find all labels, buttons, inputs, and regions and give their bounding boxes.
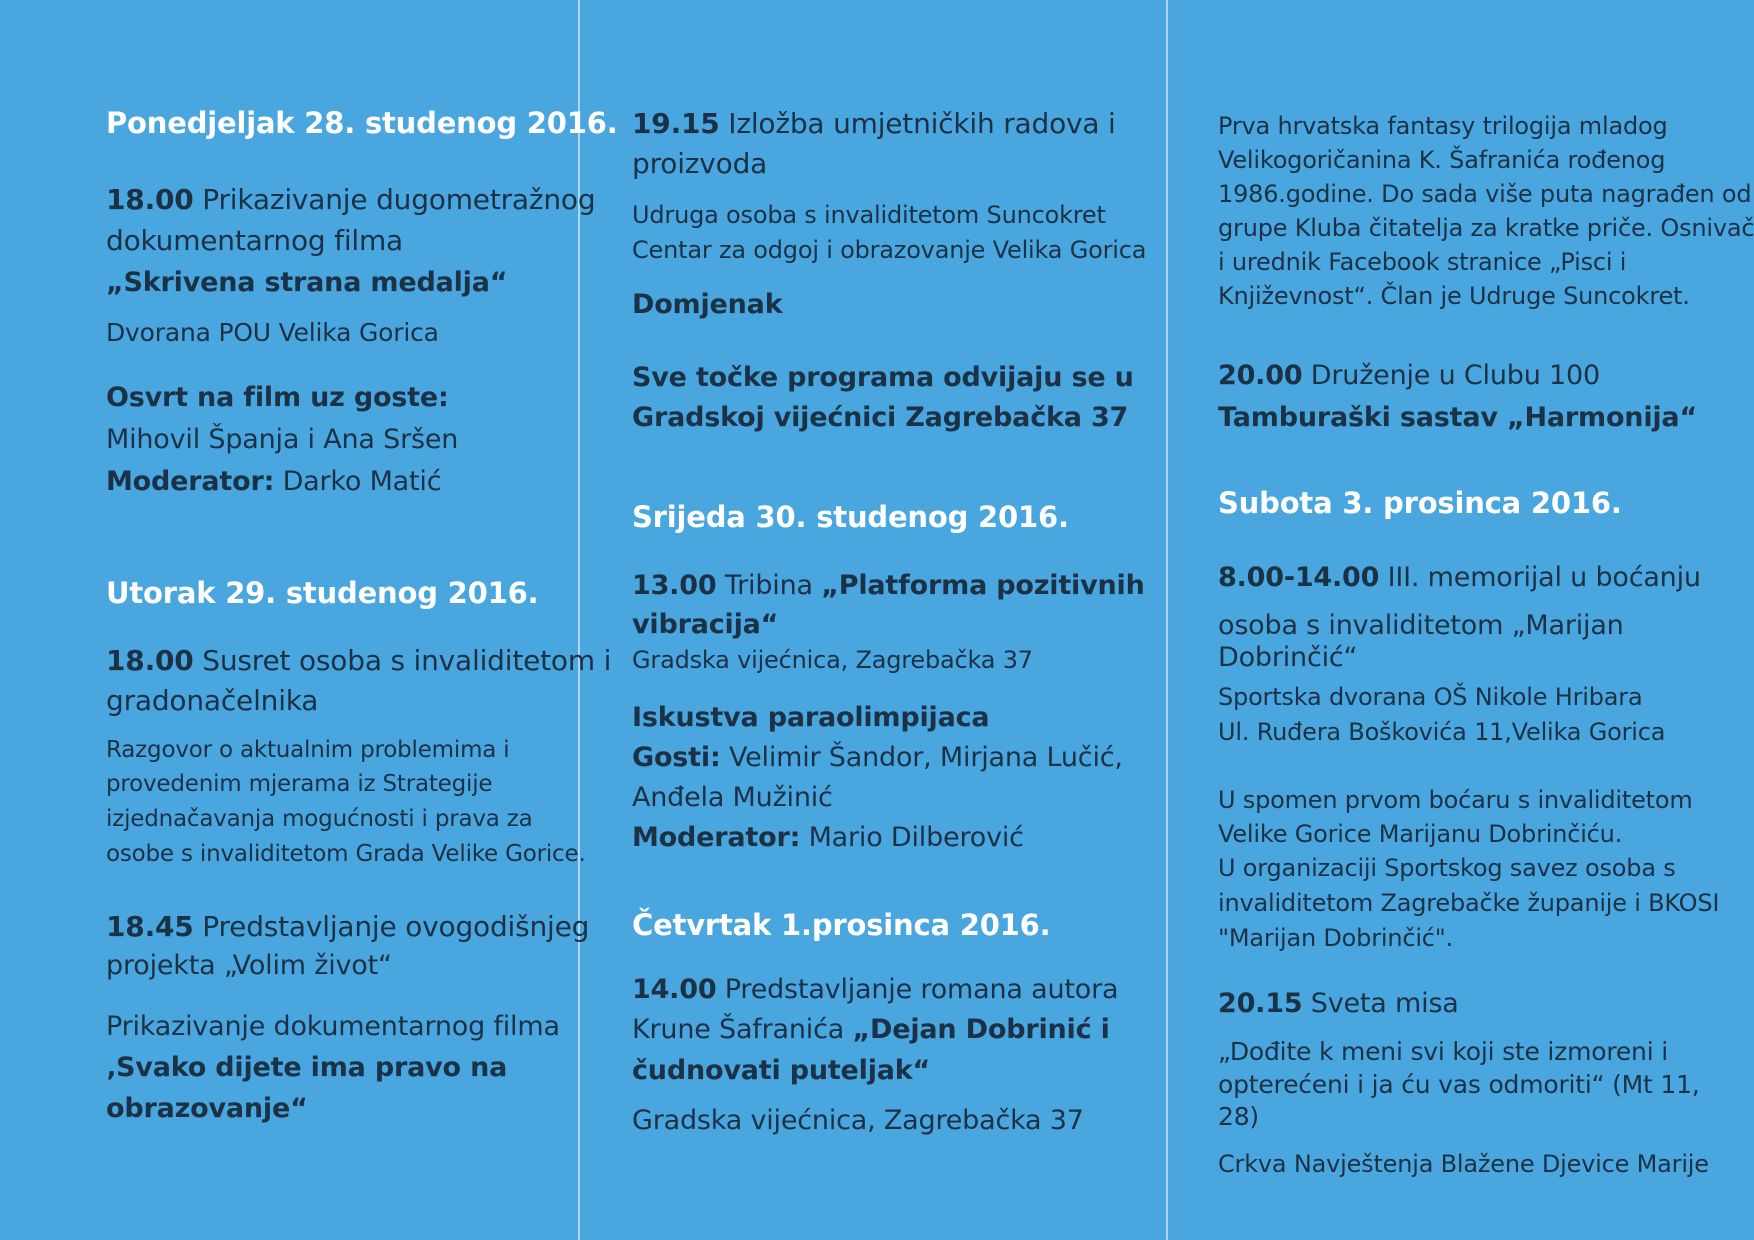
day-heading-thursday: Četvrtak 1.prosinca 2016. <box>632 908 1051 942</box>
film-venue: Dvorana POU Velika Gorica <box>106 318 439 347</box>
exhibition-time: 19.15 <box>632 107 720 140</box>
novel-venue: Gradska vijećnica, Zagrebačka 37 <box>632 1105 1084 1136</box>
film-text: Prikazivanje dugometražnog <box>202 183 596 216</box>
moderator-label: Moderator: <box>106 466 275 497</box>
organizer-line1: Udruga osoba s invaliditetom Suncokret <box>632 201 1106 229</box>
project-event-line2: projekta „Volim život“ <box>106 950 392 981</box>
exhibition-line2: proizvoda <box>632 147 768 180</box>
quote-line2: opterećeni i ja ću vas odmoriti“ (Mt 11, <box>1218 1070 1700 1099</box>
mass-time: 20.15 <box>1218 988 1303 1019</box>
project-time: 18.45 <box>106 910 194 943</box>
mass-text: Sveta misa <box>1310 988 1459 1019</box>
bocanje-line2: osoba s invaliditetom „Marijan <box>1218 610 1624 641</box>
memorial-line4: invaliditetom Zagrebačke županije i BKOSI <box>1218 889 1720 917</box>
venue-note-line2: Gradskoj vijećnici Zagrebačka 37 <box>632 402 1129 433</box>
bocanje-text: III. memorijal u boćanju <box>1387 562 1701 593</box>
bocanje-time: 8.00-14.00 <box>1218 562 1380 593</box>
day-heading-monday: Ponedjeljak 28. studenog 2016. <box>106 106 618 140</box>
meeting-text: Susret osoba s invaliditetom i <box>202 644 612 677</box>
osvrt-label: Osvrt na film uz goste: <box>106 382 449 413</box>
film-time: 18.00 <box>106 183 194 216</box>
guests-names: Mihovil Španja i Ana Sršen <box>106 424 459 455</box>
tribune-line2: vibracija“ <box>632 609 779 640</box>
gosti-label: Gosti: <box>632 742 721 773</box>
memorial-line1: U spomen prvom boćaru s invaliditetom <box>1218 786 1693 814</box>
project-event-line1 <box>106 910 589 943</box>
tribune-time: 13.00 <box>632 570 717 601</box>
church-line: Crkva Navještenja Blažene Djevice Marije <box>1218 1150 1709 1178</box>
gosti-line1 <box>632 742 1123 773</box>
novel-line3: čudnovati puteljak“ <box>632 1055 931 1086</box>
fold-line-right <box>1166 0 1168 1240</box>
tribune-text: Tribina <box>724 570 813 601</box>
doc-film-title-line2: obrazovanje“ <box>106 1093 308 1124</box>
talk-line1: Razgovor o aktualnim problemima i <box>106 737 510 763</box>
domjenak: Domjenak <box>632 289 783 320</box>
exhibition-line1 <box>632 107 1116 140</box>
novel-author: Krune Šafranića <box>632 1014 845 1045</box>
bio-line4: grupe Kluba čitatelja za kratke priče. Osnivač <box>1218 214 1754 242</box>
film-event-line2: dokumentarnog filma <box>106 224 404 257</box>
novel-line1 <box>632 974 1118 1005</box>
day-heading-saturday: Subota 3. prosinca 2016. <box>1218 486 1622 520</box>
memorial-line2: Velike Gorice Marijanu Dobrinčiću. <box>1218 820 1623 848</box>
memorial-line5: "Marijan Dobrinčić". <box>1218 924 1454 952</box>
talk-line2: provedenim mjerama iz Strategije <box>106 771 493 797</box>
novel-time: 14.00 <box>632 974 717 1005</box>
gosti-line2: Anđela Mužinić <box>632 782 833 813</box>
tribune-venue: Gradska vijećnica, Zagrebačka 37 <box>632 646 1033 674</box>
club-time: 20.00 <box>1218 360 1303 391</box>
day-heading-tuesday: Utorak 29. studenog 2016. <box>106 576 539 610</box>
mass-line <box>1218 988 1459 1019</box>
club-text: Druženje u Clubu 100 <box>1310 360 1600 391</box>
doc-film-title-line1: ‚Svako dijete ima pravo na <box>106 1052 508 1083</box>
band-line: Tamburaški sastav „Harmonija“ <box>1218 402 1698 433</box>
meeting-event-line1 <box>106 644 611 677</box>
venue-note-line1: Sve točke programa odvijaju se u <box>632 362 1134 393</box>
organizer-line2: Centar za odgoj i obrazovanje Velika Gorica <box>632 236 1147 264</box>
moderator-name-2: Mario Dilberović <box>808 822 1024 853</box>
film-title: „Skrivena strana medalja“ <box>106 267 508 298</box>
novel-line2 <box>632 1014 1110 1045</box>
novel-title: „Dejan Dobrinić i <box>852 1014 1110 1045</box>
bio-line5: i urednik Facebook stranice „Pisci i <box>1218 248 1627 276</box>
bio-line6: Književnost“. Član je Udruge Suncokret. <box>1218 282 1690 310</box>
moderator-line-2 <box>632 822 1024 853</box>
moderator-name: Darko Matić <box>282 466 442 497</box>
bio-line2: Velikogoričanina K. Šafranića rođenog <box>1218 146 1666 174</box>
quote-line1: „Dođite k meni svi koji ste izmoreni i <box>1218 1037 1668 1066</box>
day-heading-wednesday: Srijeda 30. studenog 2016. <box>632 500 1069 534</box>
talk-line3: izjednačavanja mogućnosti i prava za <box>106 806 533 832</box>
bocanje-line1 <box>1218 562 1701 593</box>
tribune-title: „Platforma pozitivnih <box>821 570 1145 601</box>
talk-line4: osobe s invaliditetom Grada Velike Gorice. <box>106 841 586 867</box>
exhibition-text: Izložba umjetničkih radova i <box>728 107 1116 140</box>
club-line <box>1218 360 1600 391</box>
bio-line1: Prva hrvatska fantasy trilogija mladog <box>1218 112 1668 140</box>
meeting-time: 18.00 <box>106 644 194 677</box>
project-text: Predstavljanje ovogodišnjeg <box>202 910 590 943</box>
gosti-names: Velimir Šandor, Mirjana Lučić, <box>728 742 1123 773</box>
quote-line3: 28) <box>1218 1102 1259 1131</box>
moderator-line <box>106 466 441 497</box>
meeting-event-line2: gradonačelnika <box>106 684 319 717</box>
column-monday-tuesday <box>106 0 618 1240</box>
doc-film-text: Prikazivanje dokumentarnog filma <box>106 1011 560 1042</box>
novel-text: Predstavljanje romana autora <box>724 974 1119 1005</box>
bio-line3: 1986.godine. Do sada više puta nagrađen od <box>1218 180 1752 208</box>
bocanje-line3: Dobrinčić“ <box>1218 642 1358 673</box>
hall-line1: Sportska dvorana OŠ Nikole Hribara <box>1218 683 1643 711</box>
memorial-line3: U organizaciji Sportskog savez osoba s <box>1218 854 1676 882</box>
column-saturday <box>1218 0 1754 1240</box>
hall-line2: Ul. Ruđera Boškovića 11,Velika Gorica <box>1218 718 1666 746</box>
iskustva-heading: Iskustva paraolimpijaca <box>632 702 990 733</box>
film-event-line1 <box>106 183 595 216</box>
column-wednesday-thursday <box>632 0 1147 1240</box>
tribune-line1 <box>632 570 1145 601</box>
moderator-label-2: Moderator: <box>632 822 801 853</box>
